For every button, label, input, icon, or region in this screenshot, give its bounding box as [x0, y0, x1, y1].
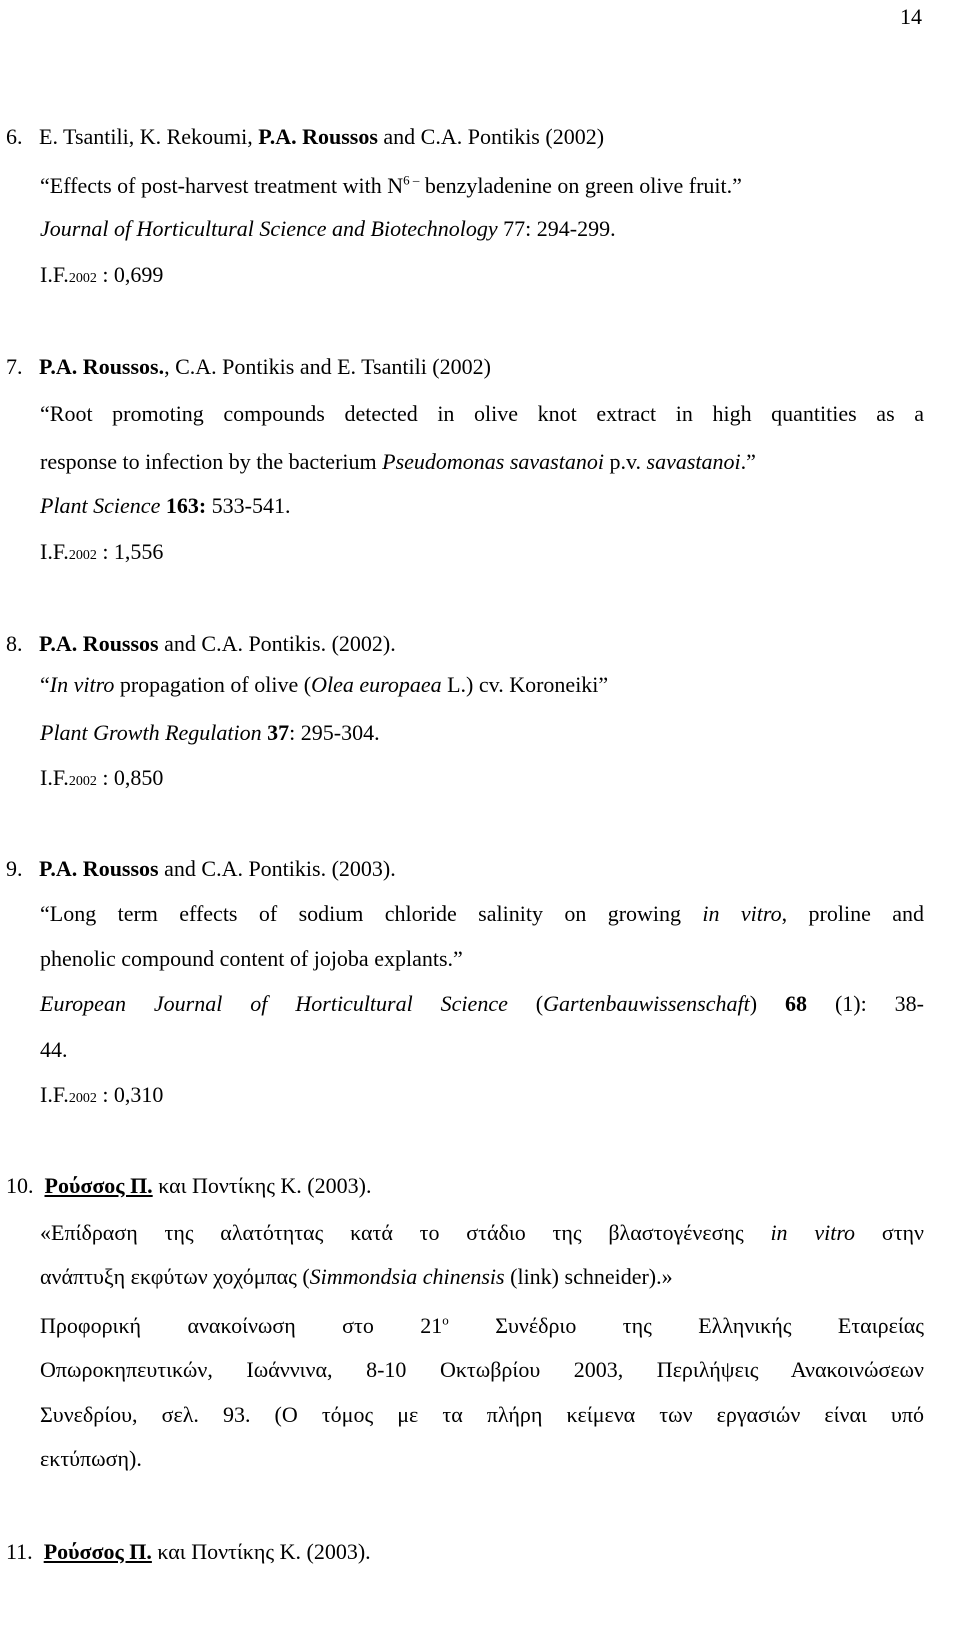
entry-number: 11. [6, 1539, 33, 1564]
entry-9-journal-cont: 44. [40, 1037, 68, 1062]
entry-6-authors: 6. E. Tsantili, K. Rekoumi, P.A. Roussos and C.A. Pontikis (2002) [6, 124, 605, 149]
entry-6-journal: Journal of Horticultural Science and Biotechnology 77: 294-299. [40, 216, 616, 241]
entry-number: 8. [6, 631, 23, 656]
entry-6-title: “Effects of post-harvest treatment with $N^{6 -}$ benzyladenine on green olive fruit.” [40, 172, 742, 198]
highlighted-author: Ρούσσος Π. [44, 1173, 153, 1198]
entry-10-presentation-line1: Προφορική ανακοίνωση στο $21^o$ Συνέδριο της Ελληνικής Εταιρείας [40, 1312, 924, 1338]
entry-9-impact-factor: I.F.2002 : 0,310 [40, 1082, 164, 1107]
entry-10-authors: 10. Ρούσσος Π. και Ποντίκης Κ. (2003). [6, 1173, 372, 1198]
highlighted-author: P.A. Roussos. [39, 354, 165, 379]
highlighted-author: Ρούσσος Π. [43, 1539, 152, 1564]
entry-8-journal: Plant Growth Regulation 37: 295-304. [40, 720, 380, 745]
entry-7-title-line2: response to infection by the bacterium Pseudomonas savastanoi p.v. savastanoi.” [40, 449, 756, 474]
entry-9-title-line2: phenolic compound content of jojoba explants.” [40, 946, 463, 971]
entry-number: 10. [6, 1173, 34, 1198]
entry-10-title-line2: ανάπτυξη εκφύτων χοχόμπας (Simmondsia chinensis (link) schneider).» [40, 1264, 673, 1289]
highlighted-author: P.A. Roussos [39, 631, 159, 656]
entry-9-journal: European Journal of Horticultural Science (Gartenbauwissenschaft) 68 (1): 38- [40, 991, 925, 1016]
entry-7-authors: 7. P.A. Roussos., C.A. Pontikis and E. Tsantili (2002) [6, 354, 491, 379]
entry-10-presentation-line3: Συνεδρίου, σελ. 93. (Ο τόμος με τα πλήρη κείμενα των εργασιών είναι υπό [40, 1402, 924, 1427]
entry-10-presentation-line2: Οπωροκηπευτικών, Ιωάννινα, 8-10 Οκτωβρίου 2003, Περιλήψεις Ανακοινώσεων [40, 1357, 924, 1382]
entry-6-impact-factor: I.F.2002 : 0,699 [40, 262, 164, 287]
entry-8-title: “In vitro propagation of olive (Olea europaea L.) cv. Koroneiki” [40, 672, 609, 697]
entry-7-impact-factor: I.F.2002 : 1,556 [40, 539, 164, 564]
entry-8-impact-factor: I.F.2002 : 0,850 [40, 765, 164, 790]
entry-7-journal: Plant Science 163: 533-541. [40, 493, 291, 518]
highlighted-author: P.A. Roussos [39, 856, 159, 881]
entry-8-authors: 8. P.A. Roussos and C.A. Pontikis. (2002). [6, 631, 396, 656]
entry-9-title-line1: “Long term effects of sodium chloride salinity on growing in vitro, proline and [40, 901, 924, 926]
entry-10-presentation-line4: εκτύπωση). [40, 1446, 142, 1471]
entry-7-title-line1: “Root promoting compounds detected in olive knot extract in high quantities as a [40, 401, 924, 426]
entry-11-authors: 11. Ρούσσος Π. και Ποντίκης Κ. (2003). [6, 1539, 371, 1564]
highlighted-author: P.A. Roussos [258, 124, 378, 149]
entry-10-title-line1: «Επίδραση της αλατότητας κατά το στάδιο της βλαστογένεσης in vitro στην [40, 1220, 924, 1245]
entry-number: 7. [6, 354, 23, 379]
entry-9-authors: 9. P.A. Roussos and C.A. Pontikis. (2003). [6, 856, 396, 881]
page-number: 14 [900, 4, 922, 29]
entry-number: 6. [6, 124, 23, 149]
entry-number: 9. [6, 856, 23, 881]
